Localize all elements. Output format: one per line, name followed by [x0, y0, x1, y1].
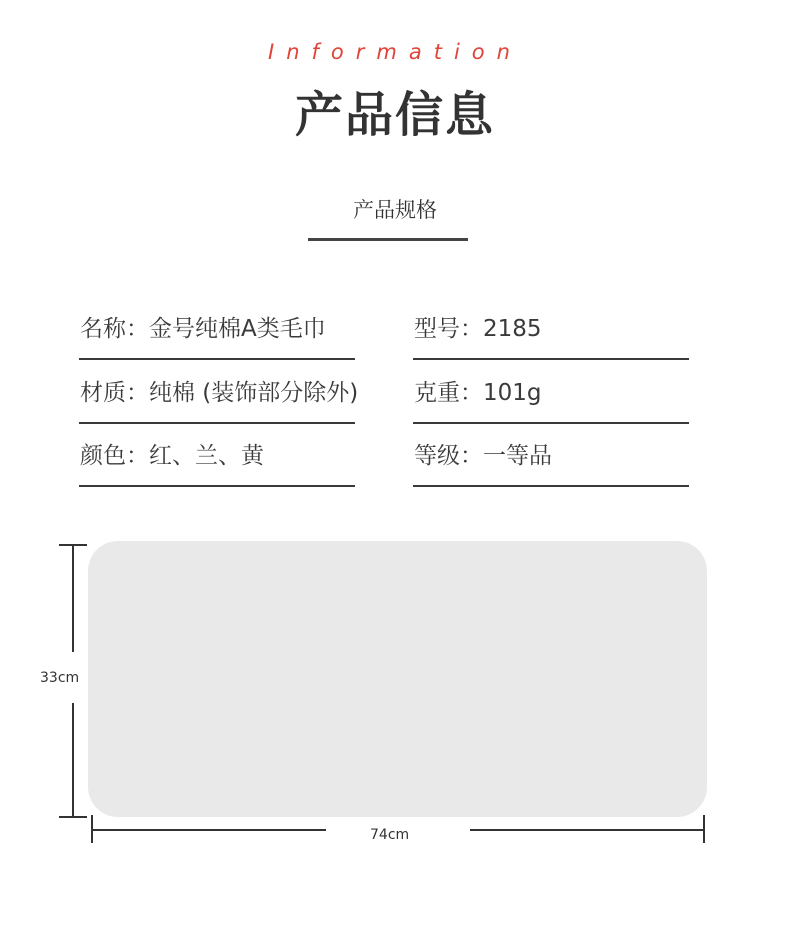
section-title: 产品规格 — [353, 198, 437, 222]
height-dimension-line-upper — [72, 544, 74, 652]
height-dimension-bottom-cap — [59, 816, 87, 818]
height-dimension-label: 33cm — [40, 670, 80, 686]
spec-weight — [413, 362, 689, 424]
spec-grade — [413, 425, 689, 487]
spec-color-text: 颜色：红、兰、黄 — [80, 443, 264, 469]
height-dimension-line-lower — [72, 703, 74, 817]
width-dimension-line-left — [91, 829, 326, 831]
spec-color — [79, 425, 355, 487]
spec-name — [79, 298, 355, 360]
spec-name-text: 名称：金号纯棉A类毛巾 — [80, 316, 326, 342]
page-title: 产品信息 — [294, 87, 495, 143]
spec-grade-text: 等级：一等品 — [414, 443, 552, 469]
spec-weight-text: 克重：101g — [414, 380, 542, 406]
towel-illustration — [88, 541, 707, 817]
width-dimension-label: 74cm — [370, 827, 410, 843]
spec-material-text: 材质：纯棉 (装饰部分除外) — [80, 380, 359, 406]
section-title-underline — [308, 238, 468, 241]
width-dimension-line-right — [470, 829, 704, 831]
width-dimension-right-cap — [703, 815, 705, 843]
information-heading-en: Information — [268, 40, 522, 64]
spec-model — [413, 298, 689, 360]
spec-material — [79, 362, 359, 424]
spec-model-text: 型号：2185 — [414, 316, 542, 342]
